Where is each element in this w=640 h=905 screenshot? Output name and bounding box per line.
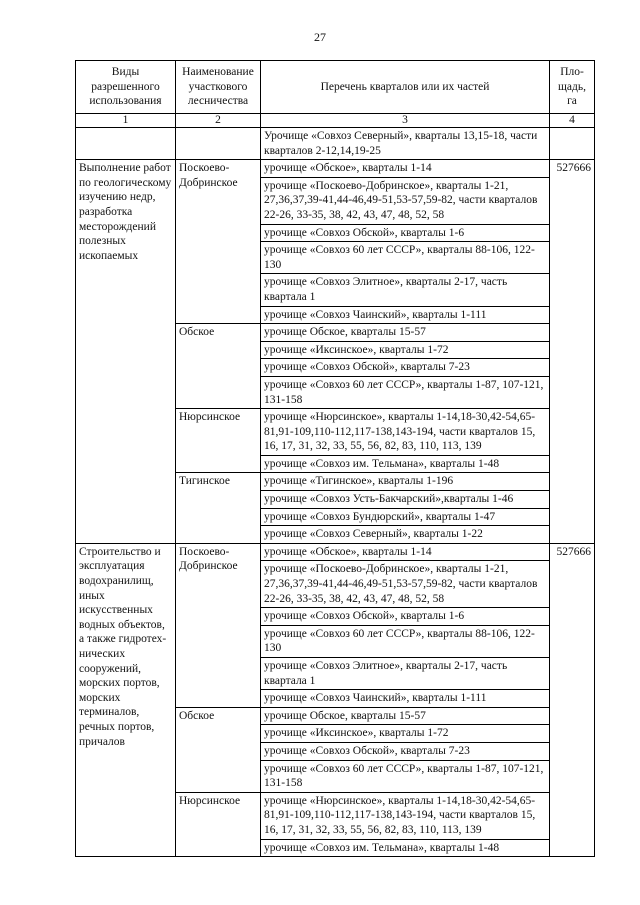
quarter-cell: урочище «Совхоз Элитное», кварталы 2-17, часть квартала 1 (261, 274, 550, 306)
header-quarters: Перечень кварталов или их частей (261, 61, 550, 114)
table-row (76, 543, 595, 561)
quarter-cell: урочище «Совхоз Усть-Бакчарский»,кварталы 1-46 (261, 491, 550, 509)
quarter-cell: урочище «Совхоз им. Тельмана», кварталы 1-48 (261, 839, 550, 857)
column-number: 4 (550, 114, 595, 128)
quarter-cell: урочище «Совхоз 60 лет СССР», кварталы 1-87, 107-121, 131-158 (261, 376, 550, 408)
use-type-cell: Выполнение работ по геологическому изучению недр, разработка месторождений полезных ископаемых (76, 160, 176, 544)
quarter-cell: урочище «Совхоз Обской», кварталы 1-6 (261, 608, 550, 626)
header-forestry: Наименование участкового лесничества (176, 61, 261, 114)
forestry-cell: Поскоево-Добринское (176, 160, 261, 324)
quarter-cell: урочище «Нюрсинское», кварталы 1-14,18-30,42-54,65-81,91-109,110-112,117-138,143-194, части кварталов 15, 16, 17, 31, 32, 33, 55, 56, 82, 83, 110, 113, 139 (261, 409, 550, 456)
area-cell: 527666 (550, 543, 595, 856)
quarter-cell: урочище «Совхоз им. Тельмана», кварталы 1-48 (261, 455, 550, 473)
area-cell: 527666 (550, 160, 595, 544)
quarter-cell: урочище «Совхоз Элитное», кварталы 2-17, часть квартала 1 (261, 658, 550, 690)
table-row (76, 128, 595, 160)
quarter-cell: урочище «Иксинское», кварталы 1-72 (261, 341, 550, 359)
quarter-cell: урочище «Совхоз Обской», кварталы 7-23 (261, 359, 550, 377)
quarter-cell: урочище «Совхоз 60 лет СССР», кварталы 1-87, 107-121, 131-158 (261, 760, 550, 792)
quarter-cell: урочище «Обское», кварталы 1-14 (261, 543, 550, 561)
header-use: Виды разрешенного использования (76, 61, 176, 114)
quarter-cell: урочище «Совхоз Обской», кварталы 7-23 (261, 742, 550, 760)
column-number: 1 (76, 114, 176, 128)
quarter-cell: урочище Обское, кварталы 15-57 (261, 324, 550, 342)
quarter-cell: урочище «Обское», кварталы 1-14 (261, 160, 550, 178)
quarter-cell: урочище «Тигинское», кварталы 1-196 (261, 473, 550, 491)
quarter-cell: урочище «Совхоз Чаинский», кварталы 1-111 (261, 690, 550, 708)
column-number: 2 (176, 114, 261, 128)
page-number: 27 (314, 30, 326, 44)
forest-quarters-table (75, 60, 595, 857)
forestry-cell: Тигинское (176, 473, 261, 543)
table-body (76, 128, 595, 857)
forestry-cell: Обское (176, 707, 261, 792)
quarter-cell: урочище «Поскоево-Добринское», кварталы 1-21, 27,36,37,39-41,44-46,49-51,53-57,59-82, части кварталов 22-26, 33-35, 38, 42, 43, 47, 48, 52, 58 (261, 561, 550, 608)
quarter-cell: урочище «Совхоз Бундюрский», кварталы 1-47 (261, 508, 550, 526)
quarter-cell: урочище «Совхоз Чаинский», кварталы 1-111 (261, 306, 550, 324)
quarter-cell: урочище «Иксинское», кварталы 1-72 (261, 725, 550, 743)
quarter-cell: урочище «Совхоз Северный», кварталы 1-22 (261, 526, 550, 544)
use-type-cell: Строительство и эксплуатация водохранилищ, иных искусственных водных объектов, а также гидротех-нических сооружений, морских портов, морских терминалов, речных портов, причалов (76, 543, 176, 856)
quarter-cell: урочище «Нюрсинское», кварталы 1-14,18-30,42-54,65-81,91-109,110-112,117-138,143-194, части кварталов 15, 16, 17, 31, 32, 33, 55, 56, 82, 83, 110, 113, 139 (261, 792, 550, 839)
quarter-cell: урочище Обское, кварталы 15-57 (261, 707, 550, 725)
quarter-cell: урочище «Совхоз 60 лет СССР», кварталы 88-106, 122-130 (261, 625, 550, 657)
quarter-cell: урочище «Поскоево-Добринское», кварталы 1-21, 27,36,37,39-41,44-46,49-51,53-57,59-82, части кварталов 22-26, 33-35, 38, 42, 43, 47, 48, 52, 58 (261, 177, 550, 224)
forestry-cell: Нюрсинское (176, 792, 261, 856)
forestry-cell: Обское (176, 324, 261, 409)
quarter-cell: Урочище «Совхоз Северный», кварталы 13,15-18, части кварталов 2-12,14,19-25 (261, 128, 550, 160)
forestry-cell: Нюрсинское (176, 409, 261, 473)
quarter-cell: урочище «Совхоз 60 лет СССР», кварталы 88-106, 122-130 (261, 242, 550, 274)
forestry-cell: Поскоево-Добринское (176, 543, 261, 707)
table-row (76, 160, 595, 178)
column-number: 3 (261, 114, 550, 128)
header-area: Пло-щадь, га (550, 61, 595, 114)
quarter-cell: урочище «Совхоз Обской», кварталы 1-6 (261, 224, 550, 242)
